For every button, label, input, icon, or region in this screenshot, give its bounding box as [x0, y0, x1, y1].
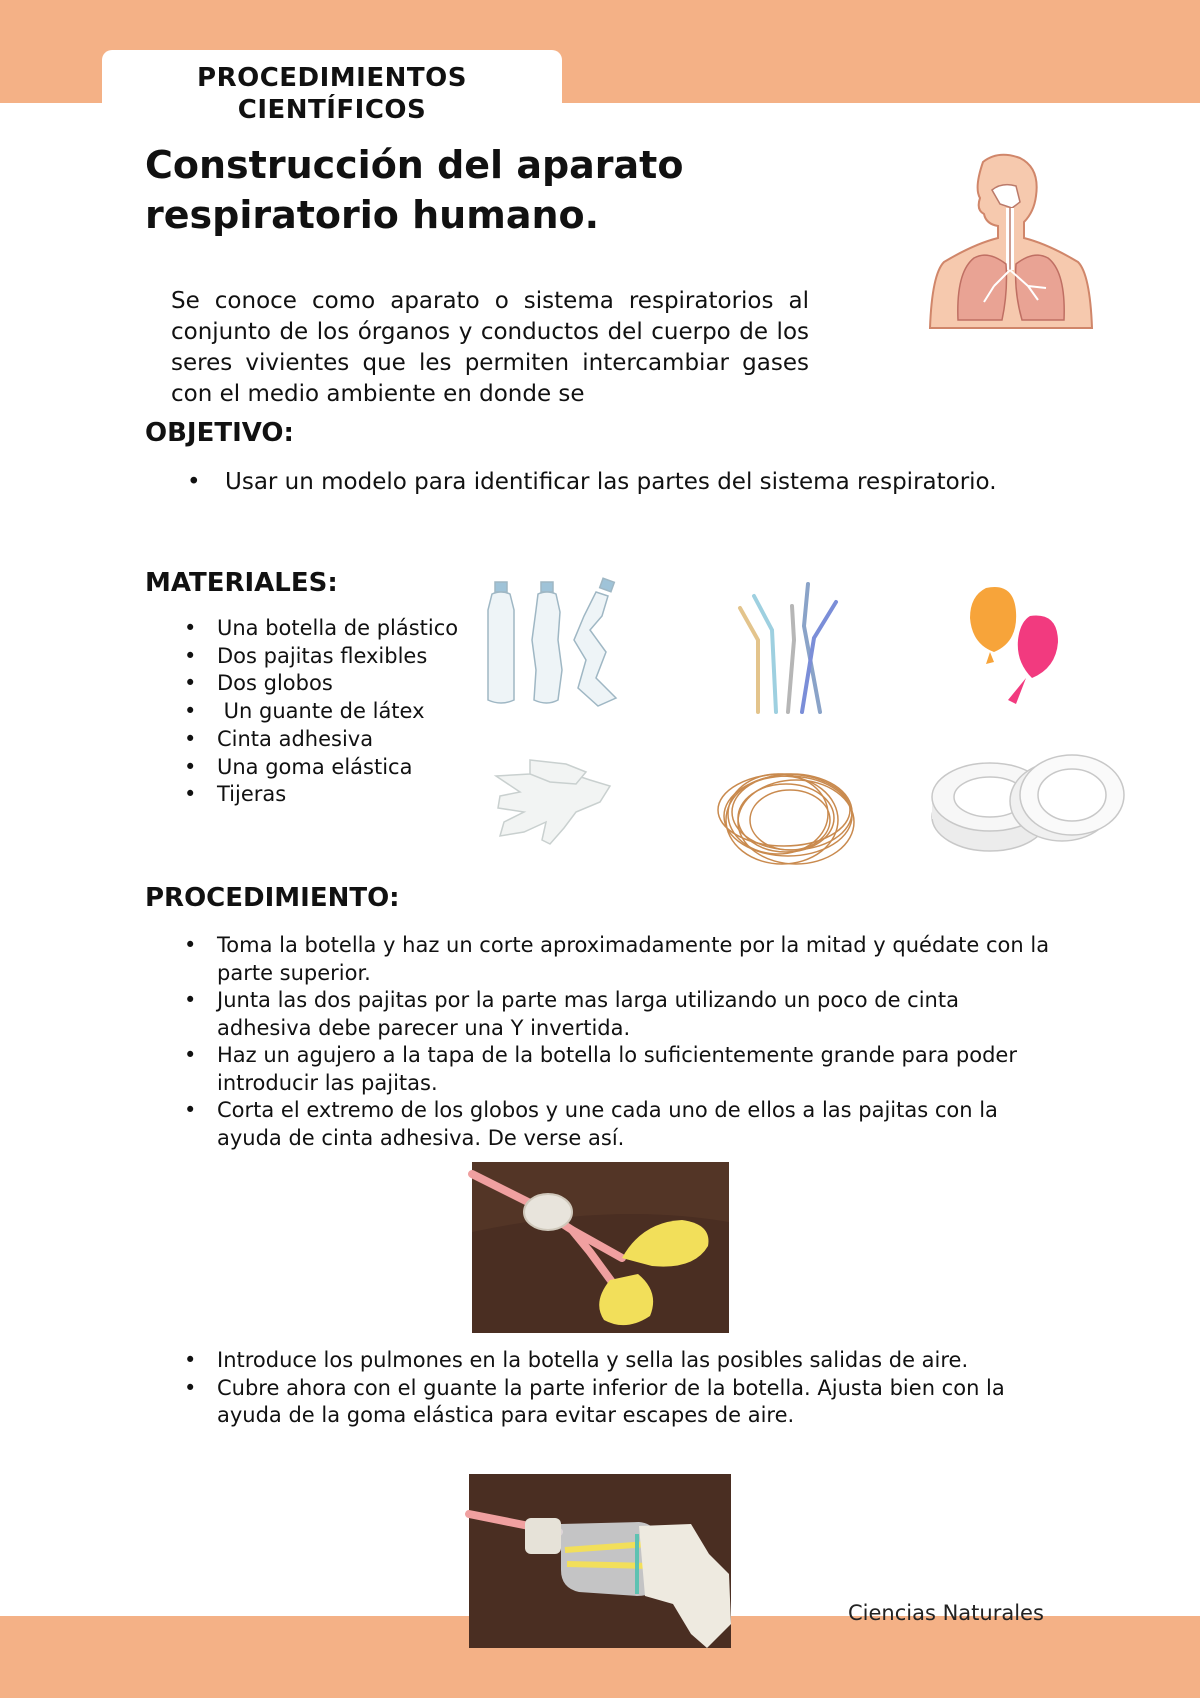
list-item — [187, 467, 1125, 497]
list-item — [184, 726, 477, 754]
bottle-model-photo — [469, 1474, 731, 1648]
bullet: • — [184, 616, 197, 640]
list-item — [184, 643, 477, 671]
bullet: • — [184, 1043, 197, 1067]
procedimiento-list — [184, 932, 1057, 1152]
bullet: • — [184, 671, 197, 696]
bottles-icon — [478, 580, 628, 710]
step-text: Corta el extremo de los globos y une cada uno de ellos a las pajitas con la ayuda de cinta adhesiva. De verse así. — [217, 1098, 998, 1150]
bullet: • — [184, 726, 197, 751]
rubber-bands-icon — [716, 764, 862, 872]
step-text: Toma la botella y haz un corte aproximadamente por la mitad y quédate con la parte superior. — [217, 933, 1050, 985]
footer-subject: Ciencias Naturales — [848, 1601, 1044, 1625]
procedimiento-list-continued — [184, 1347, 1057, 1430]
list-item — [184, 1097, 1057, 1152]
header-tab-label: PROCEDIMIENTOS CIENTÍFICOS — [197, 63, 467, 125]
respiratory-system-illustration — [928, 152, 1094, 336]
step-text: Cubre ahora con el guante la parte inferior de la botella. Ajusta bien con la ayuda de la goma elástica para evitar escapes de aire. — [217, 1375, 1005, 1427]
bullet: • — [184, 988, 197, 1012]
page-title: Construcción del aparato respiratorio humano. — [145, 143, 684, 237]
procedimiento-heading: PROCEDIMIENTO: — [145, 883, 400, 913]
step-text: Junta las dos pajitas por la parte mas larga utilizando un poco de cinta adhesiva debe parecer una Y invertida. — [217, 988, 959, 1040]
bullet: • — [184, 933, 197, 957]
material-text: Cinta adhesiva — [217, 726, 374, 751]
material-text: Una goma elástica — [217, 754, 413, 779]
bullet: • — [184, 1348, 197, 1372]
gloves-icon — [490, 756, 614, 848]
balloons-icon — [964, 582, 1064, 712]
intro-paragraph: Se conoce como aparato o sistema respiratorios al conjunto de los órganos y conductos del cuerpo de los seres vivientes que les permiten intercambiar gases con el medio ambiente en donde se — [171, 288, 809, 407]
bullet: • — [187, 469, 201, 495]
list-item — [184, 932, 1057, 987]
straws-icon — [732, 578, 842, 716]
lungs-model-photo — [472, 1162, 729, 1333]
list-item — [184, 754, 477, 782]
objetivo-heading: OBJETIVO: — [145, 418, 294, 448]
material-text: Un guante de látex — [217, 699, 425, 724]
list-item — [184, 781, 477, 809]
list-item — [184, 1375, 1057, 1430]
bullet: • — [184, 754, 197, 779]
bullet: • — [184, 1098, 197, 1122]
list-item — [184, 1347, 1057, 1375]
materiales-list — [184, 615, 477, 809]
list-item — [184, 615, 477, 643]
header-tab — [102, 50, 562, 125]
objetivo-list — [187, 467, 1125, 497]
list-item — [184, 987, 1057, 1042]
list-item — [184, 698, 477, 726]
material-text: Dos globos — [217, 671, 333, 696]
material-text: Tijeras — [217, 782, 287, 807]
material-text: Dos pajitas flexibles — [217, 643, 428, 668]
step-text: Introduce los pulmones en la botella y sella las posibles salidas de aire. — [217, 1348, 969, 1372]
materiales-heading: MATERIALES: — [145, 568, 338, 598]
tape-rolls-icon — [922, 745, 1127, 860]
material-text: Una botella de plástico — [217, 616, 459, 640]
list-item — [184, 1042, 1057, 1097]
list-item — [184, 670, 477, 698]
bullet: • — [184, 699, 197, 724]
objetivo-text: Usar un modelo para identificar las partes del sistema respiratorio. — [225, 469, 997, 495]
step-text: Haz un agujero a la tapa de la botella lo suficientemente grande para poder introducir las pajitas. — [217, 1043, 1017, 1095]
bullet: • — [184, 782, 197, 807]
bullet: • — [184, 1375, 197, 1400]
bullet: • — [184, 643, 197, 668]
